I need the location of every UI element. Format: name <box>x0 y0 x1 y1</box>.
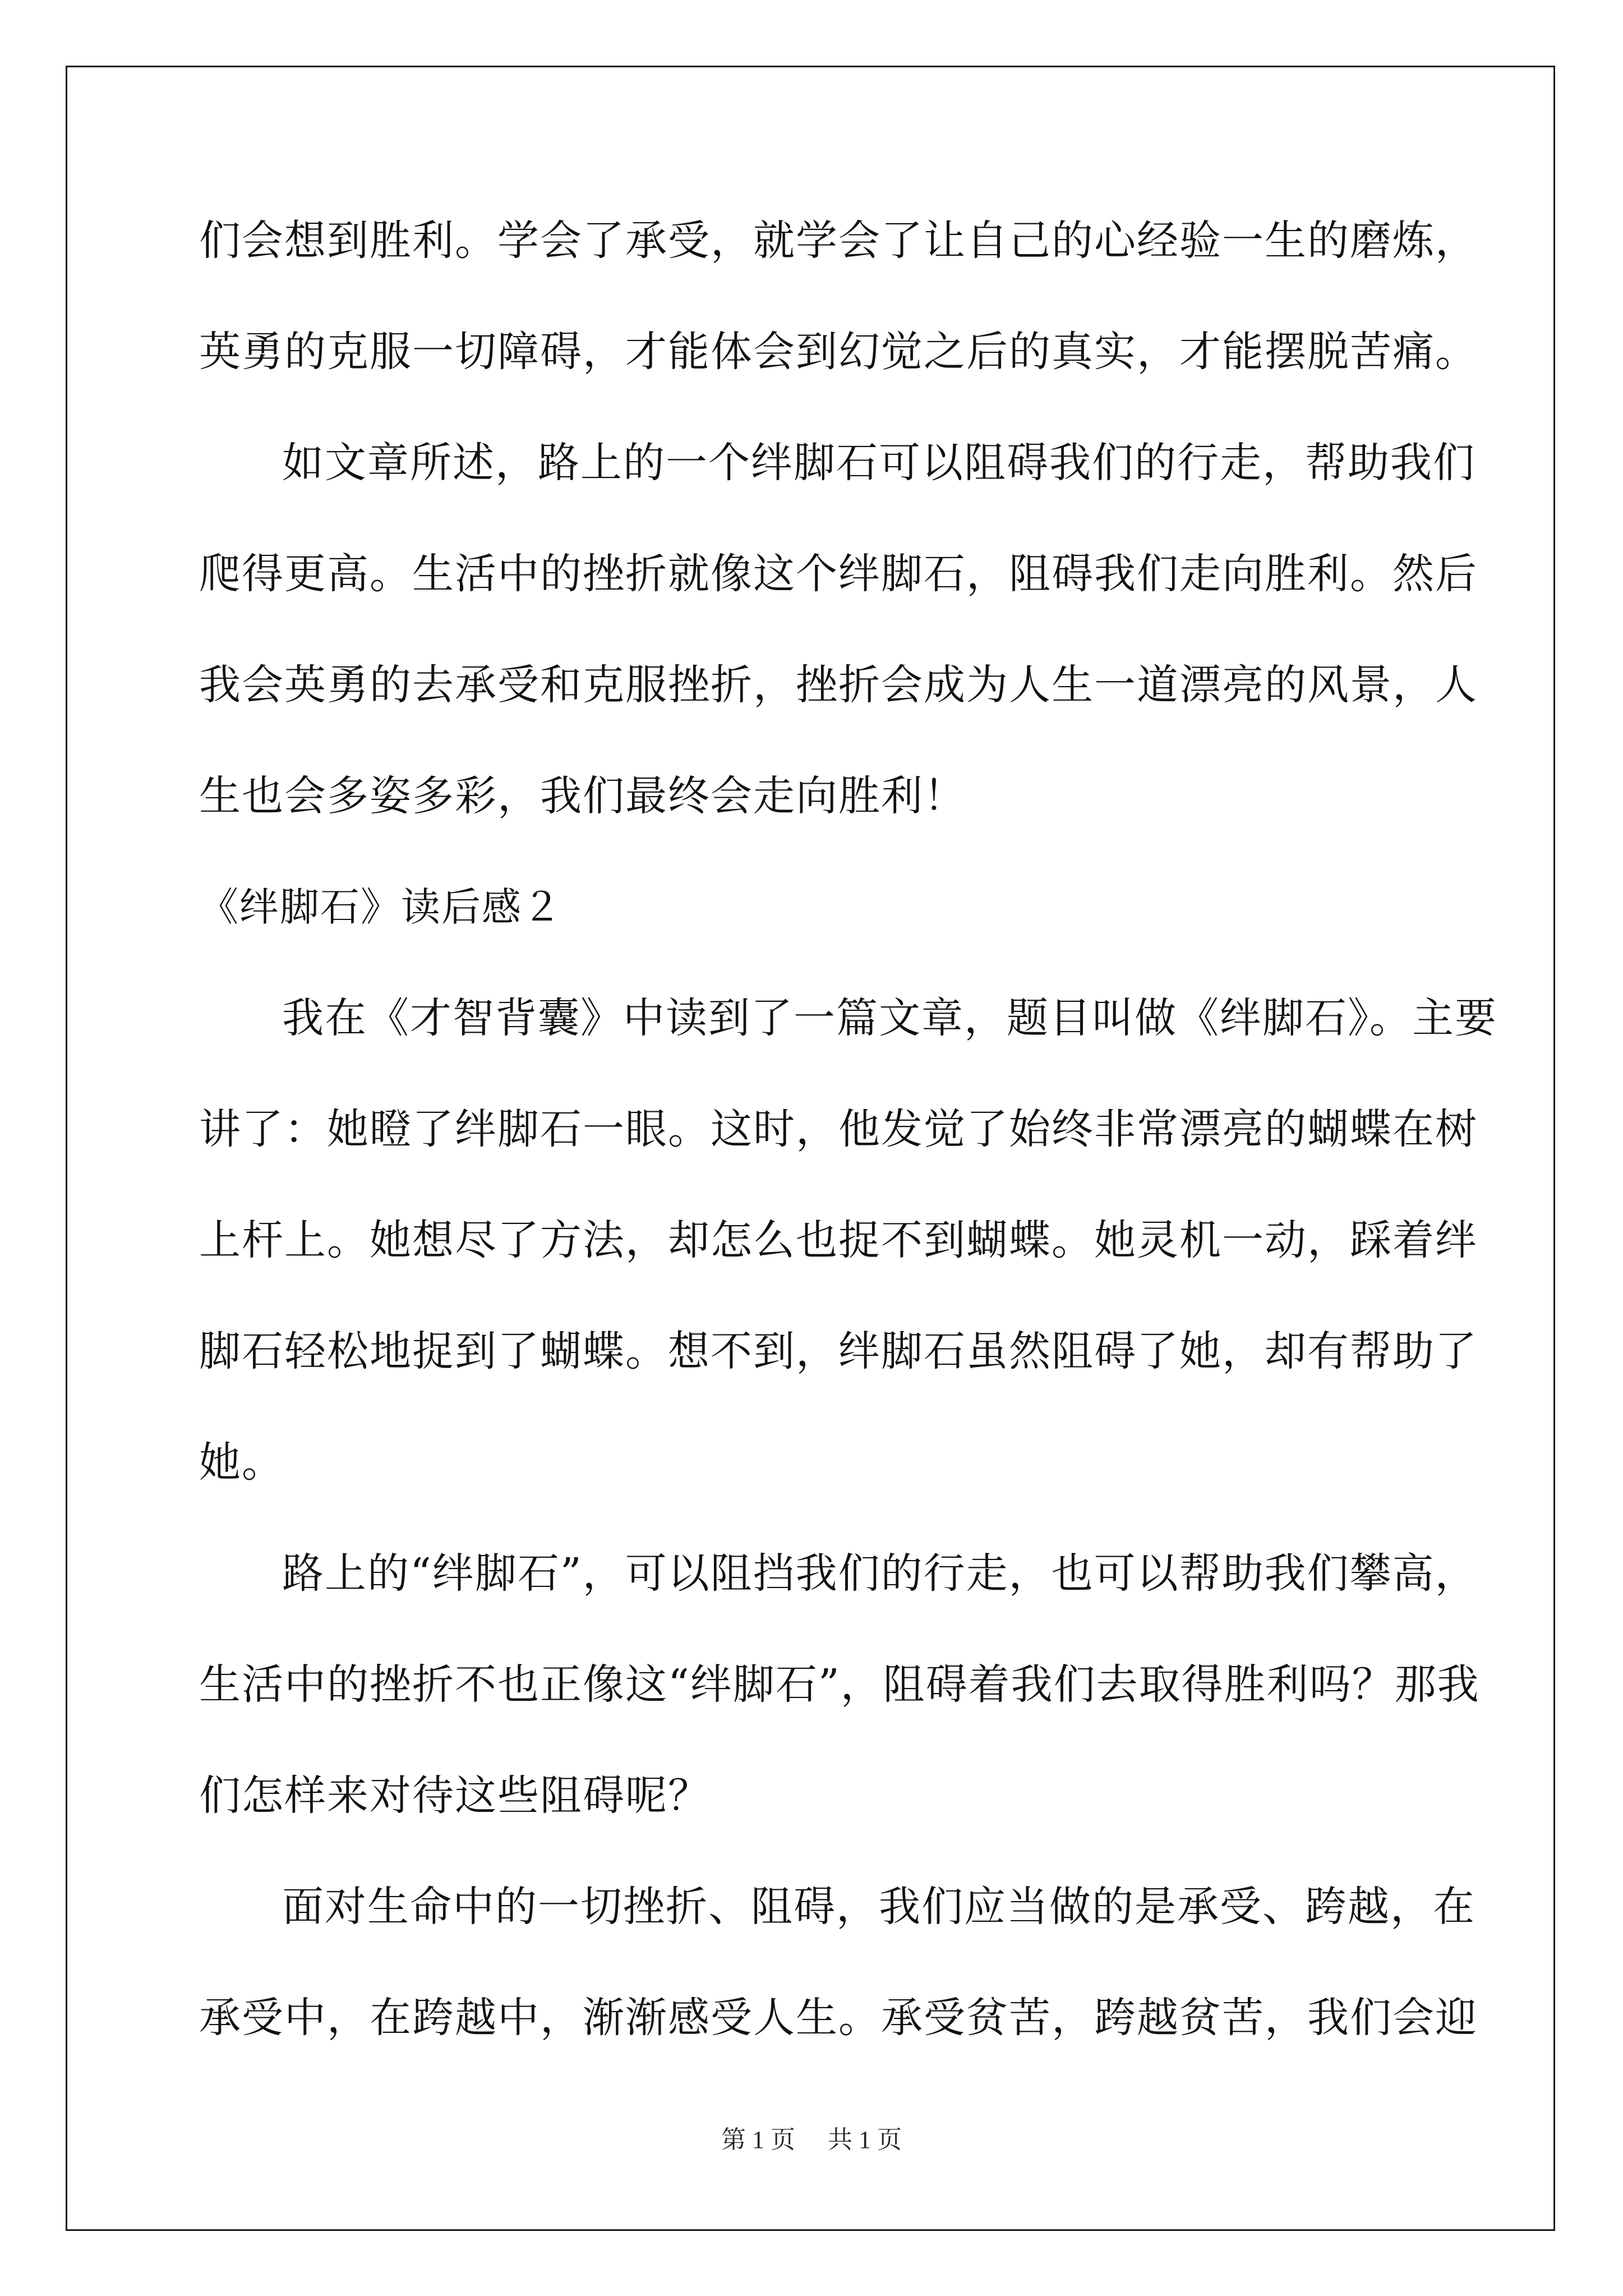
text-line: 们怎样来对待这些阻碍呢？ <box>199 1772 711 1820</box>
paragraph-start: 如文章所述，路上的一个绊脚石可以阻碍我们的行走，帮助我们 <box>282 439 1476 487</box>
text-line: 英勇的克服一切障碍，才能体会到幻觉之后的真实，才能摆脱苦痛。 <box>199 328 1478 376</box>
paragraph-start: 路上的“绊脚石”，可以阻挡我们的行走，也可以帮助我们攀高， <box>282 1549 1478 1598</box>
text-line: 上杆上。她想尽了方法，却怎么也捉不到蝴蝶。她灵机一动，踩着绊 <box>199 1216 1478 1264</box>
text-line: 生活中的挫折不也正像这“绊脚石”，阻碍着我们去取得胜利吗？那我 <box>199 1660 1480 1709</box>
text-line: 们会想到胜利。学会了承受，就学会了让自己的心经验一生的磨炼， <box>199 217 1478 265</box>
page-total: 共 1 页 <box>828 2126 902 2154</box>
document-body <box>199 185 1497 2073</box>
text-line: 她。 <box>199 1438 284 1487</box>
text-line: 爬得更高。生活中的挫折就像这个绊脚石，阻碍我们走向胜利。然后 <box>199 550 1478 598</box>
text-line: 讲了：她瞪了绊脚石一眼。这时，他发觉了始终非常漂亮的蝴蝶在树 <box>199 1105 1478 1153</box>
text-line: 承受中，在跨越中，渐渐感受人生。承受贫苦，跨越贫苦，我们会迎 <box>199 1994 1478 2042</box>
section-heading: 《绊脚石》读后感２ <box>199 884 562 930</box>
paragraph-start: 面对生命中的一切挫折、阻碍，我们应当做的是承受、跨越，在 <box>282 1883 1476 1931</box>
text-line: 生也会多姿多彩，我们最终会走向胜利！ <box>199 772 966 820</box>
paragraph-start: 我在《才智背囊》中读到了一篇文章，题目叫做《绊脚石》。主要 <box>282 994 1497 1042</box>
page-number: 第 1 页 <box>721 2126 795 2154</box>
text-line: 脚石轻松地捉到了蝴蝶。想不到，绊脚石虽然阻碍了她，却有帮助了 <box>199 1327 1478 1375</box>
text-line: 我会英勇的去承受和克服挫折，挫折会成为人生一道漂亮的风景，人 <box>199 661 1478 709</box>
page-footer <box>0 2119 1623 2155</box>
